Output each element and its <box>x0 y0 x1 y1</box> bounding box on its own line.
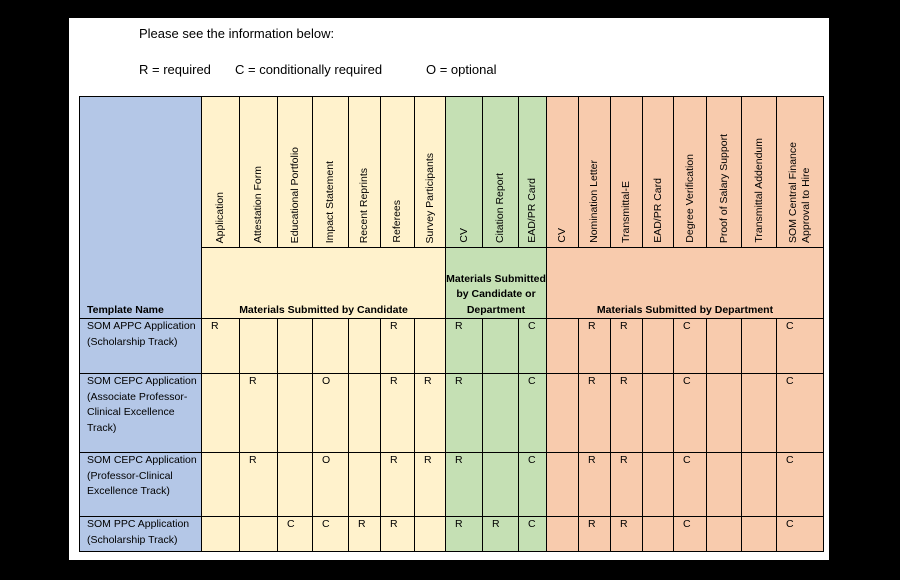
requirement-cell <box>643 374 674 453</box>
requirement-cell <box>483 374 519 453</box>
requirement-cell <box>278 374 313 453</box>
requirement-cell: R <box>611 517 643 552</box>
template-name-cell: SOM CEPC Application (Associate Professor-Clinical Excellence Track) <box>80 374 202 453</box>
requirement-cell <box>415 319 446 374</box>
requirement-cell: R <box>240 453 278 517</box>
table-row <box>80 374 824 453</box>
template-name-cell: SOM APPC Application (Scholarship Track) <box>80 319 202 374</box>
requirement-cell <box>349 453 381 517</box>
requirement-cell <box>707 517 742 552</box>
requirement-cell: C <box>313 517 349 552</box>
requirement-cell <box>202 517 240 552</box>
requirement-cell: C <box>777 319 824 374</box>
intro-text: Please see the information below: <box>139 26 335 41</box>
requirement-cell: R <box>381 374 415 453</box>
requirement-cell: C <box>519 319 547 374</box>
requirement-cell <box>707 319 742 374</box>
col-header-degree-verification: Degree Verification <box>674 97 707 248</box>
requirement-cell: R <box>446 374 483 453</box>
requirement-cell <box>240 517 278 552</box>
col-header-educational-portfolio: Educational Portfolio <box>278 97 313 248</box>
requirement-cell <box>742 453 777 517</box>
requirement-cell: R <box>483 517 519 552</box>
requirement-cell: R <box>381 319 415 374</box>
requirement-cell <box>483 319 519 374</box>
requirement-cell <box>707 374 742 453</box>
requirement-cell: R <box>381 453 415 517</box>
requirement-cell: O <box>313 374 349 453</box>
requirement-cell: R <box>202 319 240 374</box>
requirement-cell: R <box>446 453 483 517</box>
requirement-cell <box>313 319 349 374</box>
requirement-cell <box>547 374 579 453</box>
col-header-ead-pr-card-candidate: EAD/PR Card <box>519 97 547 248</box>
requirement-cell: C <box>674 374 707 453</box>
requirement-cell <box>707 453 742 517</box>
requirement-cell: C <box>519 374 547 453</box>
col-header-ead-pr-card-department: EAD/PR Card <box>643 97 674 248</box>
legend-required: R = required <box>139 62 211 77</box>
requirement-cell <box>742 374 777 453</box>
requirement-cell <box>202 453 240 517</box>
group-department: Materials Submitted by Department <box>547 248 824 319</box>
requirement-cell <box>278 319 313 374</box>
requirement-cell: R <box>240 374 278 453</box>
col-header-survey-participants: Survey Participants <box>415 97 446 248</box>
requirement-cell: R <box>349 517 381 552</box>
requirement-cell <box>349 374 381 453</box>
requirement-cell <box>547 453 579 517</box>
table-body <box>80 319 824 552</box>
requirement-cell: C <box>777 517 824 552</box>
legend-optional: O = optional <box>426 62 497 77</box>
requirement-cell <box>643 319 674 374</box>
col-header-citation-report: Citation Report <box>483 97 519 248</box>
requirement-cell: C <box>674 453 707 517</box>
template-name-cell: SOM CEPC Application (Professor-Clinical Excellence Track) <box>80 453 202 517</box>
requirement-cell: R <box>446 517 483 552</box>
requirement-cell <box>202 374 240 453</box>
requirement-cell: R <box>579 517 611 552</box>
col-header-recent-reprints: Recent Reprints <box>349 97 381 248</box>
requirement-cell: R <box>611 319 643 374</box>
table-row <box>80 517 824 552</box>
table-row <box>80 453 824 517</box>
col-header-cv-department: CV <box>547 97 579 248</box>
col-header-referees: Referees <box>381 97 415 248</box>
table-row <box>80 319 824 374</box>
requirement-cell <box>742 517 777 552</box>
requirement-cell <box>240 319 278 374</box>
column-header-row <box>80 97 824 248</box>
col-header-application: Application <box>202 97 240 248</box>
requirement-cell: R <box>381 517 415 552</box>
requirement-cell <box>278 453 313 517</box>
requirement-cell: R <box>579 319 611 374</box>
group-candidate-or-department: Materials Submitted by Candidate or Department <box>446 248 547 319</box>
document-page <box>69 18 829 560</box>
requirement-cell <box>643 517 674 552</box>
requirement-cell: C <box>777 453 824 517</box>
requirement-cell: R <box>446 319 483 374</box>
requirement-cell: R <box>579 453 611 517</box>
group-candidate: Materials Submitted by Candidate <box>202 248 446 319</box>
requirement-cell <box>349 319 381 374</box>
requirement-cell <box>483 453 519 517</box>
template-name-cell: SOM PPC Application (Scholarship Track) <box>80 517 202 552</box>
requirements-table <box>79 96 824 552</box>
requirement-cell: R <box>415 374 446 453</box>
requirement-cell: C <box>674 319 707 374</box>
col-header-attestation-form: Attestation Form <box>240 97 278 248</box>
col-header-nomination-letter: Nomination Letter <box>579 97 611 248</box>
requirement-cell <box>547 319 579 374</box>
requirement-cell: C <box>674 517 707 552</box>
requirement-cell: C <box>519 517 547 552</box>
requirement-cell: O <box>313 453 349 517</box>
col-header-proof-of-salary-support: Proof of Salary Support <box>707 97 742 248</box>
requirement-cell <box>643 453 674 517</box>
col-header-transmittal-e: Transmittal-E <box>611 97 643 248</box>
col-header-impact-statement: Impact Statement <box>313 97 349 248</box>
requirement-cell: C <box>777 374 824 453</box>
col-header-som-central-finance: SOM Central Finance Approval to Hire <box>777 97 824 248</box>
requirement-cell: R <box>579 374 611 453</box>
requirement-cell: C <box>519 453 547 517</box>
requirement-cell <box>415 517 446 552</box>
col-header-cv-candidate: CV <box>446 97 483 248</box>
requirement-cell: C <box>278 517 313 552</box>
requirement-cell: R <box>415 453 446 517</box>
legend <box>139 62 496 78</box>
legend-conditional: C = conditionally required <box>235 62 383 77</box>
requirement-cell: R <box>611 374 643 453</box>
requirement-cell: R <box>611 453 643 517</box>
template-name-header: Template Name <box>80 97 202 319</box>
col-header-transmittal-addendum: Transmittal Addendum <box>742 97 777 248</box>
requirement-cell <box>547 517 579 552</box>
requirement-cell <box>742 319 777 374</box>
